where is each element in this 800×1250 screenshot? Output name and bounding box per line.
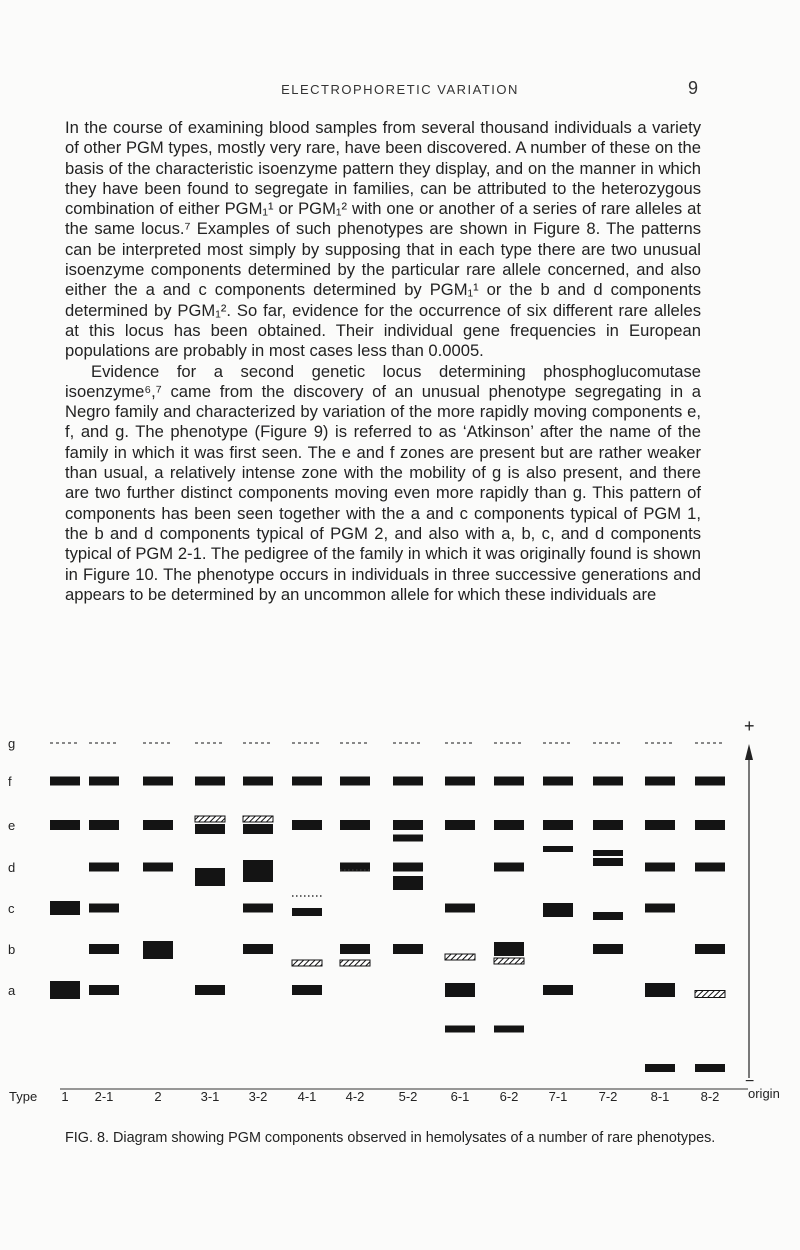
- band: [195, 985, 225, 995]
- band: [494, 1026, 524, 1033]
- band: [593, 912, 623, 920]
- zone-label-g: g: [8, 736, 16, 751]
- electrophoresis-diagram: [0, 720, 800, 1110]
- band: [393, 944, 423, 954]
- band: [543, 903, 573, 917]
- band: [494, 942, 524, 956]
- band: [543, 777, 573, 786]
- band: [593, 850, 623, 856]
- band: [393, 835, 423, 842]
- band: [143, 941, 173, 959]
- arrow-head-icon: [745, 744, 753, 760]
- band: [393, 820, 423, 830]
- band: [292, 908, 322, 916]
- type-label-3-1: 3-1: [200, 1089, 220, 1104]
- type-label-8-2: 8-2: [700, 1089, 720, 1104]
- band: [195, 816, 225, 822]
- band: [645, 983, 675, 997]
- paragraph: Evidence for a second genetic locus determining phosphoglucomutase isoenzyme⁶,⁷ came from the discovery of an unusual phenotype segregating in a Negro family and characterized by variation of the more rapidly moving components e, f, and g. The phenotype (Figure 9) is referred to as ‘Atkinson’ after the name of the family in which it was first seen. The e and f zones are present but are rather weaker than usual, a relatively intense zone with the mobility of g is also present, and there are two further distinct components moving even more rapidly than g. This pattern of components has been seen together with the a and c components typical of PGM 1, the b and d components typical of PGM 2, and also with a, b, c, and d components typical of PGM 2-1. The pedigree of the family in which it was originally found is shown in Figure 10. The phenotype occurs in individuals in three successive generations and appears to be determined by an uncommon allele for which these individuals are: [65, 361, 701, 604]
- band: [195, 777, 225, 786]
- band: [543, 820, 573, 830]
- band: [243, 860, 273, 882]
- band: [695, 991, 725, 998]
- body-text: [65, 118, 701, 605]
- band: [243, 904, 273, 913]
- band: [89, 863, 119, 872]
- type-label-3-2: 3-2: [248, 1089, 268, 1104]
- band: [695, 820, 725, 830]
- band: [445, 777, 475, 786]
- type-label-1: 1: [61, 1089, 69, 1104]
- plus-label: +: [744, 720, 755, 736]
- band: [195, 824, 225, 834]
- type-label-2: 2: [154, 1089, 162, 1104]
- band: [393, 863, 423, 872]
- zone-label-f: f: [8, 774, 12, 789]
- band: [195, 868, 225, 886]
- band: [593, 858, 623, 866]
- band: [393, 876, 423, 890]
- band: [50, 777, 80, 786]
- zone-label-d: d: [8, 860, 16, 875]
- band: [89, 944, 119, 954]
- band: [50, 820, 80, 830]
- band: [243, 816, 273, 822]
- zone-label-e: e: [8, 818, 16, 833]
- type-label-4-2: 4-2: [345, 1089, 365, 1104]
- band: [292, 985, 322, 995]
- band: [340, 777, 370, 786]
- band: [89, 777, 119, 786]
- band: [645, 777, 675, 786]
- band: [89, 820, 119, 830]
- zone-label-a: a: [8, 983, 16, 998]
- type-label-5-2: 5-2: [398, 1089, 418, 1104]
- figure-8: [0, 720, 800, 1110]
- band: [50, 981, 80, 999]
- band: [695, 1064, 725, 1072]
- type-label-4-1: 4-1: [297, 1089, 317, 1104]
- band: [645, 1064, 675, 1072]
- zone-label-c: c: [8, 901, 15, 916]
- band: [593, 777, 623, 786]
- zone-label-b: b: [8, 942, 16, 957]
- band: [593, 944, 623, 954]
- band: [243, 824, 273, 834]
- type-label-6-1: 6-1: [450, 1089, 470, 1104]
- type-label: Type: [9, 1089, 38, 1104]
- band: [543, 985, 573, 995]
- band: [143, 820, 173, 830]
- minus-label: −: [745, 1073, 755, 1090]
- band: [292, 960, 322, 966]
- band: [143, 863, 173, 872]
- page-header: [0, 80, 800, 104]
- band: [494, 863, 524, 872]
- band: [393, 777, 423, 786]
- band: [89, 904, 119, 913]
- band: [445, 954, 475, 960]
- band: [494, 958, 524, 964]
- band: [645, 904, 675, 913]
- band: [292, 777, 322, 786]
- type-label-6-2: 6-2: [499, 1089, 519, 1104]
- band: [292, 820, 322, 830]
- band: [445, 820, 475, 830]
- band: [340, 960, 370, 966]
- type-label-8-1: 8-1: [650, 1089, 670, 1104]
- running-head: ELECTROPHORETIC VARIATION: [281, 82, 519, 97]
- type-label-7-1: 7-1: [548, 1089, 568, 1104]
- band: [695, 944, 725, 954]
- type-label-7-2: 7-2: [598, 1089, 618, 1104]
- band: [340, 944, 370, 954]
- band: [340, 820, 370, 830]
- page-number: 9: [687, 78, 698, 98]
- band: [50, 901, 80, 915]
- band: [89, 985, 119, 995]
- band: [494, 820, 524, 830]
- type-label-2-1: 2-1: [94, 1089, 114, 1104]
- origin-label: origin: [748, 1086, 780, 1101]
- band: [243, 777, 273, 786]
- band: [143, 777, 173, 786]
- band: [445, 1026, 475, 1033]
- band: [494, 777, 524, 786]
- band: [593, 820, 623, 830]
- band: [645, 863, 675, 872]
- band: [695, 777, 725, 786]
- band: [445, 983, 475, 997]
- paragraph: In the course of examining blood samples from several thousand individuals a variety of other PGM types, mostly very rare, have been discovered. A number of these on the basis of the characteristic isoenzyme pattern they display, and on the manner in which they have been found to segregate in families, can be attributed to the heterozygous combination of either PGM₁¹ or PGM₁² with one or another of a series of rare alleles at the same locus.⁷ Examples of such phenotypes are shown in Figure 8. The patterns can be interpreted most simply by supposing that in each type there are two unusual isoenzyme components determined by the particular rare allele concerned, and also either the a and c components determined by PGM₁¹ or the b and d components determined by PGM₁². So far, evidence for the occurrence of six different rare alleles at this locus has been obtained. Their individual gene frequencies in European populations are probably in most cases less than 0.0005.: [65, 118, 701, 361]
- band: [445, 904, 475, 913]
- band: [243, 944, 273, 954]
- band: [645, 820, 675, 830]
- figure-caption: FIG. 8. Diagram showing PGM components observed in hemolysates of a number of rare phenotypes.: [65, 1130, 716, 1146]
- band: [695, 863, 725, 872]
- band: [543, 846, 573, 852]
